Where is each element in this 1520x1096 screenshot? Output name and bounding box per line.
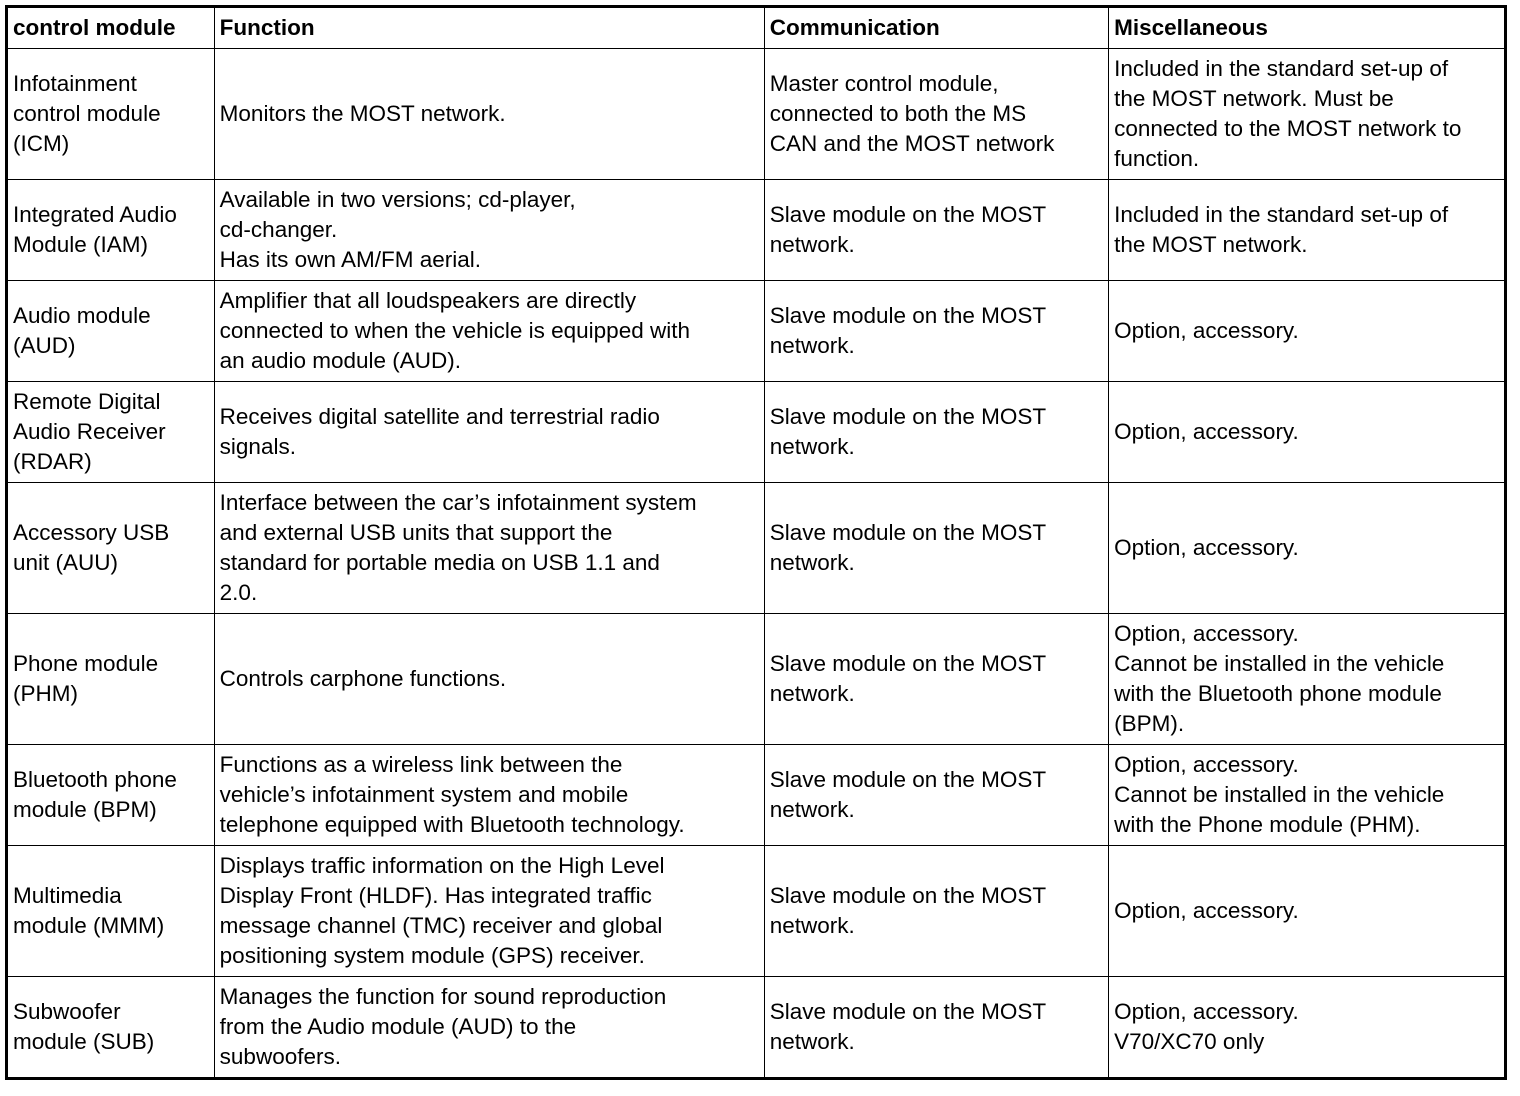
cell-module — [7, 49, 215, 180]
table-row — [7, 180, 1506, 281]
cell-function — [214, 614, 764, 745]
cell-function — [214, 846, 764, 977]
misc-text: Option, accessory. Cannot be installed in the vehicle with the Bluetooth phone module (BPM). — [1114, 621, 1445, 736]
misc-text: Option, accessory. — [1114, 535, 1299, 560]
cell-module — [7, 281, 215, 382]
module-name: Phone module (PHM) — [13, 651, 159, 706]
table-row — [7, 49, 1506, 180]
communication-text: Slave module on the MOST network. — [769, 999, 1047, 1054]
table-row — [7, 614, 1506, 745]
cell-communication — [764, 49, 1108, 180]
cell-misc — [1109, 745, 1506, 846]
cell-communication — [764, 977, 1108, 1079]
cell-communication — [764, 180, 1108, 281]
cell-module — [7, 483, 215, 614]
header-row — [7, 7, 1506, 49]
cell-module — [7, 977, 215, 1079]
function-text: Controls carphone functions. — [219, 666, 507, 691]
cell-misc — [1109, 49, 1506, 180]
header-control-module: control module — [7, 7, 215, 49]
cell-communication — [764, 382, 1108, 483]
module-name: Audio module (AUD) — [13, 303, 151, 358]
module-name: Accessory USB unit (AUU) — [13, 520, 170, 575]
misc-text: Option, accessory. — [1114, 419, 1299, 444]
cell-communication — [764, 846, 1108, 977]
module-name: Multimedia module (MMM) — [13, 883, 165, 938]
misc-text: Option, accessory. — [1114, 898, 1299, 923]
table-row — [7, 745, 1506, 846]
cell-misc — [1109, 977, 1506, 1079]
function-text: Receives digital satellite and terrestrial radio signals. — [219, 404, 660, 459]
table-row — [7, 281, 1506, 382]
cell-module — [7, 614, 215, 745]
table-body — [7, 49, 1506, 1079]
table-row — [7, 846, 1506, 977]
cell-misc — [1109, 180, 1506, 281]
cell-module — [7, 382, 215, 483]
cell-module — [7, 745, 215, 846]
module-name: Remote Digital Audio Receiver (RDAR) — [13, 389, 166, 474]
misc-text: Option, accessory. V70/XC70 only — [1114, 999, 1299, 1054]
module-name: Integrated Audio Module (IAM) — [13, 202, 177, 257]
function-text: Manages the function for sound reproduction from the Audio module (AUD) to the subwoofers. — [219, 984, 667, 1069]
cell-function — [214, 49, 764, 180]
function-text: Available in two versions; cd-player, cd-changer. Has its own AM/FM aerial. — [219, 187, 576, 272]
table-row — [7, 382, 1506, 483]
cell-function — [214, 977, 764, 1079]
function-text: Interface between the car’s infotainment system and external USB units that support the standard for portable media on USB 1.1 and 2.0. — [219, 490, 697, 605]
cell-function — [214, 483, 764, 614]
cell-misc — [1109, 846, 1506, 977]
table-header — [7, 7, 1506, 49]
module-name: Infotainment control module (ICM) — [13, 71, 161, 156]
misc-text: Included in the standard set-up of the MOST network. Must be connected to the MOST network to function. — [1114, 56, 1462, 171]
function-text: Displays traffic information on the High Level Display Front (HLDF). Has integrated traffic message channel (TMC) receiver and global positioning system module (GPS) receiver. — [219, 853, 665, 968]
cell-communication — [764, 281, 1108, 382]
cell-communication — [764, 614, 1108, 745]
cell-communication — [764, 483, 1108, 614]
misc-text: Option, accessory. — [1114, 318, 1299, 343]
communication-text: Slave module on the MOST network. — [769, 883, 1047, 938]
control-module-table — [5, 5, 1507, 1080]
communication-text: Slave module on the MOST network. — [769, 520, 1047, 575]
cell-module — [7, 846, 215, 977]
module-name: Subwoofer module (SUB) — [13, 999, 155, 1054]
header-miscellaneous: Miscellaneous — [1109, 7, 1506, 49]
communication-text: Slave module on the MOST network. — [769, 303, 1047, 358]
module-name: Bluetooth phone module (BPM) — [13, 767, 177, 822]
function-text: Amplifier that all loudspeakers are directly connected to when the vehicle is equipped with an audio module (AUD). — [219, 288, 690, 373]
cell-function — [214, 281, 764, 382]
misc-text: Option, accessory. Cannot be installed in the vehicle with the Phone module (PHM). — [1114, 752, 1445, 837]
cell-misc — [1109, 483, 1506, 614]
function-text: Functions as a wireless link between the vehicle’s infotainment system and mobile telephone equipped with Bluetooth technology. — [219, 752, 685, 837]
communication-text: Slave module on the MOST network. — [769, 651, 1047, 706]
cell-module — [7, 180, 215, 281]
cell-function — [214, 745, 764, 846]
table-row — [7, 977, 1506, 1079]
communication-text: Slave module on the MOST network. — [769, 404, 1047, 459]
communication-text: Slave module on the MOST network. — [769, 202, 1047, 257]
cell-communication — [764, 745, 1108, 846]
cell-misc — [1109, 382, 1506, 483]
cell-function — [214, 180, 764, 281]
cell-function — [214, 382, 764, 483]
table-row — [7, 483, 1506, 614]
communication-text: Slave module on the MOST network. — [769, 767, 1047, 822]
function-text: Monitors the MOST network. — [219, 101, 506, 126]
header-communication: Communication — [764, 7, 1108, 49]
communication-text: Master control module, connected to both the MS CAN and the MOST network — [769, 71, 1055, 156]
header-function: Function — [214, 7, 764, 49]
cell-misc — [1109, 281, 1506, 382]
misc-text: Included in the standard set-up of the MOST network. — [1114, 202, 1449, 257]
cell-misc — [1109, 614, 1506, 745]
